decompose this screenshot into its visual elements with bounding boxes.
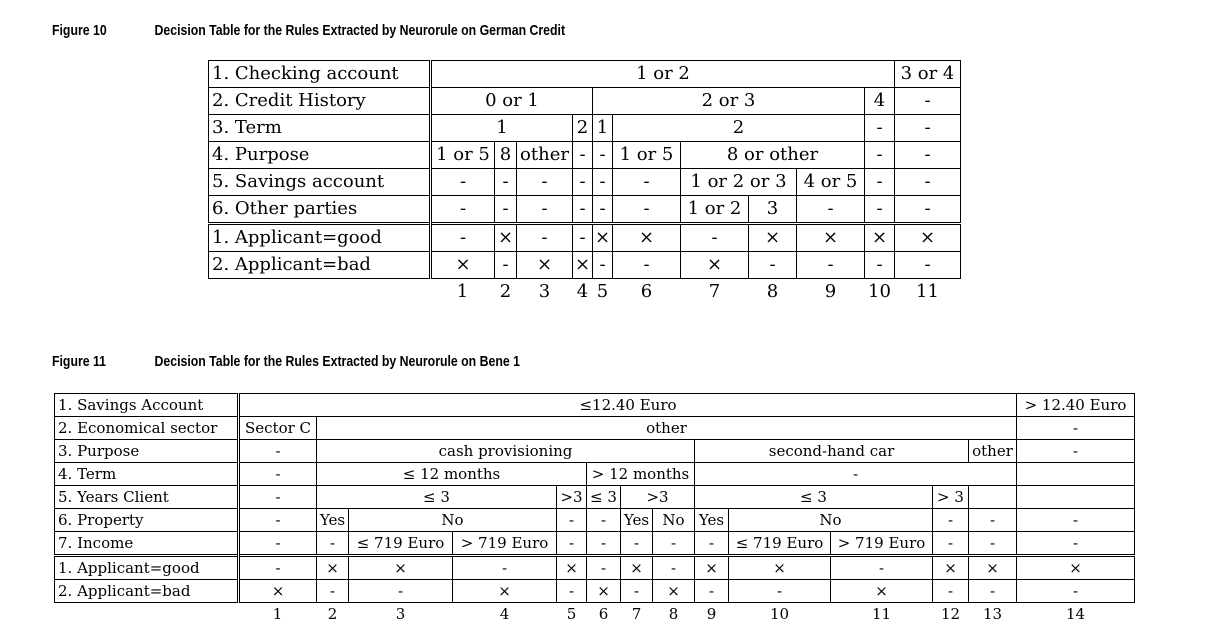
condition-cell: ≤12.40 Euro [239, 394, 1017, 417]
action-label: 1. Applicant=good [209, 224, 431, 252]
condition-label: 6. Other parties [209, 196, 431, 224]
rule-number: 1 [456, 281, 469, 302]
rule-number: 12 [940, 605, 961, 623]
condition-cell: - [865, 196, 895, 224]
condition-cell: - [613, 169, 681, 196]
condition-cell: - [865, 142, 895, 169]
condition-cell: other [517, 142, 573, 169]
action-cell: - [895, 252, 961, 279]
condition-cell: ≤ 3 [587, 486, 621, 509]
action-cell: - [349, 580, 453, 603]
condition-cell: other [969, 440, 1017, 463]
action-cell: - [557, 580, 587, 603]
condition-row [55, 509, 1135, 532]
action-cell: × [593, 224, 613, 252]
action-cell: × [681, 252, 749, 279]
action-cell: × [495, 224, 517, 252]
condition-cell: - [593, 142, 613, 169]
rule-number: 7 [631, 605, 642, 623]
condition-cell: - [517, 196, 573, 224]
condition-row [55, 486, 1135, 509]
action-cell: - [653, 556, 695, 580]
action-cell: × [587, 580, 621, 603]
condition-label: 3. Term [209, 115, 431, 142]
condition-cell: - [239, 486, 317, 509]
rule-number: 14 [1065, 605, 1086, 623]
condition-row [55, 394, 1135, 417]
bene1-decision-table [54, 393, 1135, 625]
condition-cell: 1 or 2 or 3 [681, 169, 797, 196]
rule-number: 7 [708, 281, 721, 302]
action-cell: - [831, 556, 933, 580]
action-cell: - [573, 224, 593, 252]
condition-cell: - [895, 115, 961, 142]
condition-cell: 1 or 5 [613, 142, 681, 169]
action-cell: × [317, 556, 349, 580]
condition-cell: - [865, 169, 895, 196]
rule-number-row [55, 603, 1135, 626]
condition-cell: ≤ 719 Euro [729, 532, 831, 556]
rule-number: 11 [916, 281, 939, 302]
condition-cell: - [613, 196, 681, 224]
rule-number: 2 [327, 605, 338, 623]
action-row [209, 252, 961, 279]
condition-cell: - [517, 169, 573, 196]
condition-cell: - [557, 532, 587, 556]
rule-number: 3 [538, 281, 551, 302]
condition-cell: - [587, 532, 621, 556]
condition-cell: - [573, 169, 593, 196]
action-cell: × [557, 556, 587, 580]
condition-cell: 8 [495, 142, 517, 169]
condition-label: 4. Purpose [209, 142, 431, 169]
condition-row [209, 196, 961, 224]
condition-row [55, 440, 1135, 463]
figure-10-caption [52, 22, 565, 39]
action-cell: × [349, 556, 453, 580]
condition-cell: - [557, 509, 587, 532]
condition-cell: - [573, 142, 593, 169]
action-cell: - [749, 252, 797, 279]
condition-cell: No [653, 509, 695, 532]
condition-cell: Yes [695, 509, 729, 532]
action-cell: × [517, 252, 573, 279]
action-cell: - [797, 252, 865, 279]
action-cell: × [239, 580, 317, 603]
condition-cell: - [895, 142, 961, 169]
action-cell: × [453, 580, 557, 603]
condition-cell: - [695, 532, 729, 556]
condition-cell [1017, 463, 1135, 486]
rule-number: 8 [668, 605, 679, 623]
action-cell: × [729, 556, 831, 580]
condition-cell: ≤ 719 Euro [349, 532, 453, 556]
action-cell: × [653, 580, 695, 603]
condition-cell: - [239, 463, 317, 486]
condition-cell: - [431, 169, 495, 196]
rule-number: 5 [566, 605, 577, 623]
rule-number: 4 [499, 605, 510, 623]
condition-cell: 4 [865, 88, 895, 115]
condition-cell: 1 or 2 [431, 61, 895, 88]
figure-10-title: Decision Table for the Rules Extracted by Neurorule on German Credit [154, 22, 566, 39]
condition-label: 2. Credit History [209, 88, 431, 115]
condition-label: 5. Savings account [209, 169, 431, 196]
condition-cell: - [895, 88, 961, 115]
action-cell: - [587, 556, 621, 580]
action-cell: - [695, 580, 729, 603]
condition-cell: - [495, 169, 517, 196]
condition-cell: 3 or 4 [895, 61, 961, 88]
condition-cell: 4 or 5 [797, 169, 865, 196]
action-cell: × [613, 224, 681, 252]
condition-cell: - [933, 509, 969, 532]
condition-cell: - [1017, 417, 1135, 440]
action-cell: - [239, 556, 317, 580]
condition-cell: - [573, 196, 593, 224]
condition-cell: - [621, 532, 653, 556]
condition-row [55, 463, 1135, 486]
rule-number: 5 [596, 281, 609, 302]
condition-cell [969, 486, 1017, 509]
condition-row [209, 88, 961, 115]
action-cell: × [431, 252, 495, 279]
condition-cell: 1 or 5 [431, 142, 495, 169]
rule-number: 10 [868, 281, 891, 302]
condition-cell: - [969, 532, 1017, 556]
action-cell: - [495, 252, 517, 279]
condition-cell: - [239, 532, 317, 556]
action-cell: × [969, 556, 1017, 580]
rule-number: 1 [272, 605, 283, 623]
condition-cell: - [317, 532, 349, 556]
action-cell: - [729, 580, 831, 603]
condition-label: 3. Purpose [55, 440, 239, 463]
condition-cell [1017, 486, 1135, 509]
condition-cell: No [729, 509, 933, 532]
condition-cell: second-hand car [695, 440, 969, 463]
condition-cell: - [1017, 440, 1135, 463]
rule-number: 8 [766, 281, 779, 302]
condition-cell: 2 [573, 115, 593, 142]
condition-cell: - [593, 169, 613, 196]
condition-label: 1. Checking account [209, 61, 431, 88]
condition-cell: Sector C [239, 417, 317, 440]
condition-cell: - [587, 509, 621, 532]
action-label: 2. Applicant=bad [55, 580, 239, 603]
action-cell: × [895, 224, 961, 252]
action-cell: × [621, 556, 653, 580]
condition-cell: 1 [431, 115, 573, 142]
action-cell: × [831, 580, 933, 603]
condition-cell: ≤ 3 [317, 486, 557, 509]
condition-row [209, 115, 961, 142]
german-credit-decision-table [208, 60, 961, 305]
action-row [55, 556, 1135, 580]
condition-cell: ≤ 12 months [317, 463, 587, 486]
condition-label: 1. Savings Account [55, 394, 239, 417]
condition-cell: >3 [557, 486, 587, 509]
condition-cell: - [495, 196, 517, 224]
condition-cell: - [653, 532, 695, 556]
action-label: 1. Applicant=good [55, 556, 239, 580]
condition-cell: > 12.40 Euro [1017, 394, 1135, 417]
condition-cell: > 3 [933, 486, 969, 509]
action-cell: × [1017, 556, 1135, 580]
action-cell: × [695, 556, 729, 580]
condition-cell: - [969, 509, 1017, 532]
condition-cell: - [695, 463, 1017, 486]
rule-number: 13 [982, 605, 1003, 623]
action-cell: × [749, 224, 797, 252]
action-cell: - [453, 556, 557, 580]
condition-cell: - [239, 440, 317, 463]
condition-cell: ≤ 3 [695, 486, 933, 509]
condition-cell: 1 [593, 115, 613, 142]
action-cell: - [517, 224, 573, 252]
rule-number: 10 [769, 605, 790, 623]
condition-cell: - [239, 509, 317, 532]
rule-number: 3 [395, 605, 406, 623]
condition-cell: 1 or 2 [681, 196, 749, 224]
rule-number-row [209, 279, 961, 306]
action-cell: - [621, 580, 653, 603]
condition-cell: No [349, 509, 557, 532]
action-cell: × [797, 224, 865, 252]
action-row [209, 224, 961, 252]
action-cell: × [573, 252, 593, 279]
rule-number: 9 [706, 605, 717, 623]
condition-label: 2. Economical sector [55, 417, 239, 440]
condition-cell: cash provisioning [317, 440, 695, 463]
condition-cell: other [317, 417, 1017, 440]
action-label: 2. Applicant=bad [209, 252, 431, 279]
rule-number: 4 [576, 281, 589, 302]
condition-cell: - [1017, 532, 1135, 556]
condition-row [209, 142, 961, 169]
condition-cell: - [933, 532, 969, 556]
condition-cell: 2 or 3 [593, 88, 865, 115]
action-cell: - [317, 580, 349, 603]
condition-cell: > 12 months [587, 463, 695, 486]
rule-number: 2 [499, 281, 512, 302]
condition-label: 6. Property [55, 509, 239, 532]
condition-cell: Yes [621, 509, 653, 532]
condition-row [55, 532, 1135, 556]
condition-cell: > 719 Euro [831, 532, 933, 556]
condition-cell: - [593, 196, 613, 224]
rule-number: 6 [640, 281, 653, 302]
action-cell: - [613, 252, 681, 279]
figure-10-number: Figure 10 [52, 22, 107, 39]
condition-cell: - [431, 196, 495, 224]
figure-11-caption [52, 353, 520, 370]
figure-11-number: Figure 11 [52, 353, 107, 370]
condition-cell: 8 or other [681, 142, 865, 169]
condition-cell: - [895, 169, 961, 196]
condition-cell: - [865, 115, 895, 142]
condition-cell: 0 or 1 [431, 88, 593, 115]
condition-label: 4. Term [55, 463, 239, 486]
action-cell: × [865, 224, 895, 252]
action-cell: - [969, 580, 1017, 603]
condition-cell: - [1017, 509, 1135, 532]
rule-number: 11 [871, 605, 892, 623]
rule-number: 9 [824, 281, 837, 302]
action-cell: - [933, 580, 969, 603]
action-cell: × [933, 556, 969, 580]
condition-cell: > 719 Euro [453, 532, 557, 556]
condition-cell: >3 [621, 486, 695, 509]
condition-cell: 3 [749, 196, 797, 224]
rule-number: 6 [598, 605, 609, 623]
figure-11-title: Decision Table for the Rules Extracted by Neurorule on Bene 1 [154, 353, 520, 370]
action-cell: - [593, 252, 613, 279]
condition-row [209, 169, 961, 196]
condition-cell: - [797, 196, 865, 224]
action-cell: - [431, 224, 495, 252]
condition-cell: - [895, 196, 961, 224]
condition-cell: 2 [613, 115, 865, 142]
condition-row [55, 417, 1135, 440]
action-cell: - [1017, 580, 1135, 603]
condition-label: 7. Income [55, 532, 239, 556]
condition-row [209, 61, 961, 88]
action-cell: - [865, 252, 895, 279]
action-cell: - [681, 224, 749, 252]
action-row [55, 580, 1135, 603]
condition-cell: Yes [317, 509, 349, 532]
condition-label: 5. Years Client [55, 486, 239, 509]
